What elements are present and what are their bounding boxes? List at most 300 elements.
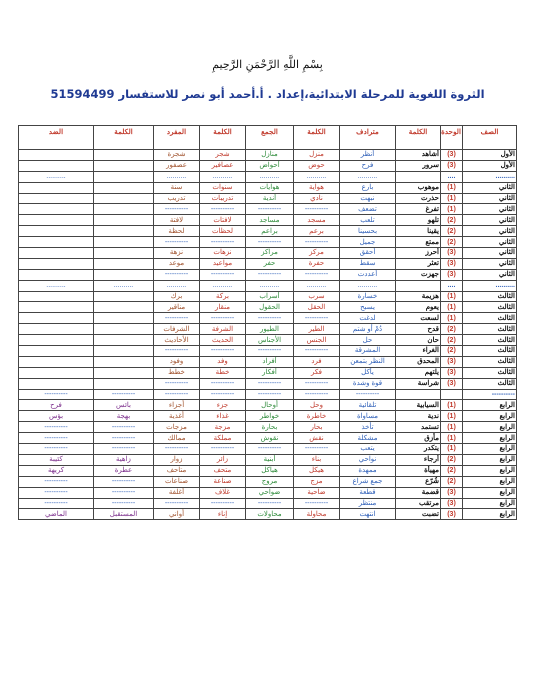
cell-opposite-word — [94, 302, 154, 313]
cell-word — [396, 171, 441, 182]
cell-synonym: تضعف — [340, 204, 396, 215]
cell-synonym: مساواة — [340, 411, 396, 422]
cell-synonym: ممهدة — [340, 465, 396, 476]
cell-word: يقينا — [396, 226, 441, 237]
cell-opposite-word: عطرة — [94, 465, 154, 476]
cell-word: أحرز — [396, 248, 441, 259]
cell-opposite-word: ---------- — [94, 498, 154, 509]
cell-grade: الأول — [463, 150, 517, 161]
cell-plural: براعم — [246, 226, 294, 237]
cell-word: تلهو — [396, 215, 441, 226]
cell-grade: الرابع — [463, 454, 517, 465]
cell-singular: الشرفات — [154, 324, 200, 335]
cell-plural: أسراب — [246, 291, 294, 302]
cell-plural: أندية — [246, 193, 294, 204]
cell-word: مأزق — [396, 433, 441, 444]
cell-plural-word: ---------- — [294, 313, 340, 324]
cell-singular-plural: سنوات — [200, 182, 246, 193]
cell-plural-word: مزج — [294, 476, 340, 487]
cell-word: جهزت — [396, 269, 441, 280]
table-row — [19, 476, 517, 487]
cell-plural: نقوش — [246, 433, 294, 444]
cell-singular: ---------- — [154, 378, 200, 389]
cell-singular: الأحاديث — [154, 335, 200, 346]
cell-singular: أجزاء — [154, 400, 200, 411]
cell-singular-plural: ---------- — [200, 378, 246, 389]
cell-grade: الثاني — [463, 226, 517, 237]
cell-singular: عصفور — [154, 160, 200, 171]
cell-word: يلتهم — [396, 367, 441, 378]
cell-singular: خطط — [154, 367, 200, 378]
cell-plural-word: الجنس — [294, 335, 340, 346]
cell-plural: ---------- — [246, 378, 294, 389]
cell-unit: (1) — [441, 302, 463, 313]
cell-plural: ---------- — [246, 346, 294, 357]
cell-unit: (3) — [441, 248, 463, 259]
cell-singular-plural: غذاء — [200, 411, 246, 422]
cell-opposite-word: ---------- — [94, 476, 154, 487]
cell-synonym: نبهت — [340, 193, 396, 204]
table-row — [19, 171, 517, 182]
cell-unit: (2) — [441, 215, 463, 226]
cell-synonym: أنظر — [340, 150, 396, 161]
cell-word: ممتع — [396, 237, 441, 248]
cell-opposite — [19, 302, 94, 313]
cell-unit: (1) — [441, 411, 463, 422]
cell-singular: ممالك — [154, 433, 200, 444]
cell-synonym: فرح — [340, 160, 396, 171]
cell-word: يعوم — [396, 302, 441, 313]
cell-word: موهوب — [396, 182, 441, 193]
header-grade: الصف — [463, 126, 517, 150]
cell-singular-plural: الحديث — [200, 335, 246, 346]
cell-plural-word: نادي — [294, 193, 340, 204]
cell-opposite — [19, 346, 94, 357]
cell-plural: ---------- — [246, 498, 294, 509]
table-body — [19, 150, 517, 520]
table-row — [19, 280, 517, 291]
cell-singular-plural: ---------- — [200, 389, 246, 400]
cell-unit: (1) — [441, 400, 463, 411]
cell-plural-word: بناء — [294, 454, 340, 465]
cell-unit: (3) — [441, 356, 463, 367]
cell-word: أرجاء — [396, 454, 441, 465]
cell-singular-plural: مزجة — [200, 422, 246, 433]
cell-unit: (1) — [441, 291, 463, 302]
cell-grade: الرابع — [463, 476, 517, 487]
cell-opposite — [19, 367, 94, 378]
cell-singular-plural: لحظات — [200, 226, 246, 237]
cell-grade: الثاني — [463, 248, 517, 259]
cell-opposite-word — [94, 346, 154, 357]
cell-opposite — [19, 313, 94, 324]
cell-synonym: جمع شراع — [340, 476, 396, 487]
cell-opposite — [19, 335, 94, 346]
cell-word: تعثر — [396, 258, 441, 269]
cell-plural-word: ---------- — [294, 498, 340, 509]
cell-plural-word: برعم — [294, 226, 340, 237]
cell-synonym: بارع — [340, 182, 396, 193]
cell-word — [396, 389, 441, 400]
cell-plural: ---------- — [246, 444, 294, 455]
cell-plural: خواطر — [246, 411, 294, 422]
cell-singular-plural: خطة — [200, 367, 246, 378]
cell-singular-plural: بركة — [200, 291, 246, 302]
cell-opposite-word — [94, 269, 154, 280]
cell-singular: نزهة — [154, 248, 200, 259]
cell-synonym: قطعة — [340, 487, 396, 498]
cell-grade: الثاني — [463, 204, 517, 215]
table-row — [19, 465, 517, 476]
cell-opposite — [19, 193, 94, 204]
table-row — [19, 487, 517, 498]
cell-word: قضمة — [396, 487, 441, 498]
table-row — [19, 193, 517, 204]
cell-plural-word: ---------- — [294, 444, 340, 455]
table-row — [19, 444, 517, 455]
cell-singular-plural: شجر — [200, 150, 246, 161]
cell-unit: (1) — [441, 193, 463, 204]
cell-opposite-word — [94, 237, 154, 248]
header-plural: الجمع — [246, 126, 294, 150]
cell-synonym: .......... — [340, 280, 396, 291]
cell-plural: الطيور — [246, 324, 294, 335]
cell-grade: .......... — [463, 171, 517, 182]
cell-grade: الثالث — [463, 367, 517, 378]
cell-singular-plural: عصافير — [200, 160, 246, 171]
cell-singular: سنة — [154, 182, 200, 193]
cell-grade: الثالث — [463, 335, 517, 346]
cell-grade: الرابع — [463, 422, 517, 433]
cell-opposite: .......... — [19, 280, 94, 291]
cell-unit: (3) — [441, 509, 463, 520]
cell-singular: ---------- — [154, 444, 200, 455]
table-row — [19, 400, 517, 411]
cell-singular-plural: ---------- — [200, 498, 246, 509]
cell-unit: (1) — [441, 204, 463, 215]
cell-plural-word: هواية — [294, 182, 340, 193]
vocabulary-table — [18, 125, 517, 520]
cell-plural: ---------- — [246, 237, 294, 248]
cell-grade: الرابع — [463, 498, 517, 509]
cell-opposite-word: ---------- — [94, 487, 154, 498]
header-word: الكلمة — [396, 126, 441, 150]
cell-word: ندية — [396, 411, 441, 422]
cell-unit: (1) — [441, 433, 463, 444]
cell-plural-word: محاولة — [294, 509, 340, 520]
cell-plural: هياكل — [246, 465, 294, 476]
cell-word: المحدق — [396, 356, 441, 367]
cell-word: تضبت — [396, 509, 441, 520]
cell-opposite-word: ---------- — [94, 422, 154, 433]
cell-opposite-word — [94, 324, 154, 335]
cell-synonym: جميل — [340, 237, 396, 248]
cell-synonym: تلقائية — [340, 400, 396, 411]
page-title: الثروة اللغوية للمرحلة الابتدائية،إعداد . أ.أحمد أبو نصر للاستفسار 51594499 — [50, 87, 485, 101]
cell-unit: (2) — [441, 454, 463, 465]
cell-opposite-word: ---------- — [94, 389, 154, 400]
table-row — [19, 302, 517, 313]
table-row — [19, 389, 517, 400]
cell-opposite — [19, 269, 94, 280]
cell-opposite — [19, 356, 94, 367]
cell-opposite-word — [94, 378, 154, 389]
cell-synonym: بحسينا — [340, 226, 396, 237]
cell-grade: الأول — [463, 160, 517, 171]
cell-singular-plural: غلاف — [200, 487, 246, 498]
cell-singular-plural: جزء — [200, 400, 246, 411]
cell-synonym: يسبح — [340, 302, 396, 313]
cell-singular: أغلفة — [154, 487, 200, 498]
cell-grade: الرابع — [463, 487, 517, 498]
cell-grade: الثاني — [463, 193, 517, 204]
cell-grade: الثاني — [463, 182, 517, 193]
cell-opposite: بؤس — [19, 411, 94, 422]
cell-unit: (3) — [441, 160, 463, 171]
cell-synonym: يتعب — [340, 444, 396, 455]
cell-plural-word: نقش — [294, 433, 340, 444]
cell-plural-word: .......... — [294, 171, 340, 182]
table-row — [19, 498, 517, 509]
cell-plural-word: ---------- — [294, 269, 340, 280]
cell-synonym: حل — [340, 335, 396, 346]
cell-word: قدح — [396, 324, 441, 335]
table-row — [19, 248, 517, 259]
cell-unit: (2) — [441, 465, 463, 476]
cell-unit: (1) — [441, 444, 463, 455]
cell-plural: هوايات — [246, 182, 294, 193]
cell-plural-word: خاطرة — [294, 411, 340, 422]
cell-word: السيابية — [396, 400, 441, 411]
cell-plural-word: فكر — [294, 367, 340, 378]
table-row — [19, 367, 517, 378]
table-row — [19, 150, 517, 161]
table-row — [19, 258, 517, 269]
cell-plural: الأجناس — [246, 335, 294, 346]
cell-opposite-word — [94, 258, 154, 269]
cell-singular-plural: الشرفة — [200, 324, 246, 335]
cell-singular: ---------- — [154, 313, 200, 324]
cell-plural: حفر — [246, 258, 294, 269]
cell-opposite-word — [94, 356, 154, 367]
cell-singular-plural: زائر — [200, 454, 246, 465]
cell-word: تفرغ — [396, 204, 441, 215]
cell-unit: (3) — [441, 258, 463, 269]
cell-singular: تدريب — [154, 193, 200, 204]
cell-opposite-word: ---------- — [94, 433, 154, 444]
cell-singular-plural: وفد — [200, 356, 246, 367]
cell-opposite: ---------- — [19, 476, 94, 487]
cell-word: مرتقب — [396, 498, 441, 509]
cell-opposite-word — [94, 204, 154, 215]
cell-grade: الثاني — [463, 258, 517, 269]
cell-singular: لافتة — [154, 215, 200, 226]
cell-synonym: مشكلة — [340, 433, 396, 444]
cell-grade: الثاني — [463, 269, 517, 280]
cell-grade: الثالث — [463, 378, 517, 389]
table-row — [19, 422, 517, 433]
cell-singular: أغذية — [154, 411, 200, 422]
cell-unit: (2) — [441, 226, 463, 237]
cell-plural: ---------- — [246, 269, 294, 280]
cell-word: هزيمة — [396, 291, 441, 302]
table-row — [19, 269, 517, 280]
cell-plural: ---------- — [246, 204, 294, 215]
cell-unit: (3) — [441, 487, 463, 498]
cell-singular-plural: ---------- — [200, 269, 246, 280]
table-row — [19, 160, 517, 171]
cell-singular-plural: متحف — [200, 465, 246, 476]
cell-singular-plural: ---------- — [200, 313, 246, 324]
cell-unit: (3) — [441, 498, 463, 509]
cell-plural-word: الطير — [294, 324, 340, 335]
cell-opposite: الماضي — [19, 509, 94, 520]
cell-opposite-word — [94, 367, 154, 378]
cell-grade: الثالث — [463, 356, 517, 367]
cell-unit: (3) — [441, 269, 463, 280]
table-row — [19, 215, 517, 226]
cell-singular-plural: ---------- — [200, 444, 246, 455]
cell-plural: أبنية — [246, 454, 294, 465]
cell-opposite-word: بائس — [94, 400, 154, 411]
cell-singular-plural: إناء — [200, 509, 246, 520]
table-row — [19, 346, 517, 357]
cell-word: سرور — [396, 160, 441, 171]
cell-opposite-word: زاهية — [94, 454, 154, 465]
cell-opposite — [19, 160, 94, 171]
cell-plural-word: ---------- — [294, 204, 340, 215]
cell-opposite-word — [94, 215, 154, 226]
cell-grade: ---------- — [463, 389, 517, 400]
cell-grade: الرابع — [463, 411, 517, 422]
cell-opposite — [19, 226, 94, 237]
header-plural-word: الكلمة — [294, 126, 340, 150]
cell-singular-plural: مواعيد — [200, 258, 246, 269]
cell-singular-plural: ---------- — [200, 204, 246, 215]
cell-singular: مزجات — [154, 422, 200, 433]
cell-synonym: لدغت — [340, 313, 396, 324]
table-row — [19, 509, 517, 520]
cell-synonym: المشرقة — [340, 346, 396, 357]
cell-word: يتكدر — [396, 444, 441, 455]
cell-opposite: ---------- — [19, 433, 94, 444]
cell-plural: محاولات — [246, 509, 294, 520]
cell-plural-word: بحار — [294, 422, 340, 433]
cell-plural-word: ---------- — [294, 237, 340, 248]
cell-singular: ---------- — [154, 389, 200, 400]
cell-opposite-word: بهجة — [94, 411, 154, 422]
cell-plural-word: .......... — [294, 280, 340, 291]
cell-singular-plural: .......... — [200, 171, 246, 182]
cell-synonym: يأكل — [340, 367, 396, 378]
cell-opposite-word: ---------- — [94, 444, 154, 455]
cell-word: تستمد — [396, 422, 441, 433]
cell-singular: أواني — [154, 509, 200, 520]
cell-plural: مراكز — [246, 248, 294, 259]
cell-singular: ---------- — [154, 269, 200, 280]
cell-opposite: كريهة — [19, 465, 94, 476]
cell-singular: شجرة — [154, 150, 200, 161]
table-row — [19, 356, 517, 367]
cell-synonym: تلعب — [340, 215, 396, 226]
table-row — [19, 324, 517, 335]
cell-opposite-word — [94, 171, 154, 182]
cell-opposite-word — [94, 160, 154, 171]
cell-grade: الرابع — [463, 444, 517, 455]
cell-singular: موعد — [154, 258, 200, 269]
cell-opposite-word — [94, 313, 154, 324]
cell-plural: أوحال — [246, 400, 294, 411]
table-row — [19, 335, 517, 346]
cell-plural: ---------- — [246, 389, 294, 400]
cell-grade: الثاني — [463, 237, 517, 248]
cell-unit: (1) — [441, 182, 463, 193]
cell-plural-word: الحقل — [294, 302, 340, 313]
cell-grade: الرابع — [463, 400, 517, 411]
cell-grade: الثالث — [463, 324, 517, 335]
cell-synonym: أحقق — [340, 248, 396, 259]
cell-opposite — [19, 215, 94, 226]
cell-opposite: كئيبة — [19, 454, 94, 465]
cell-singular: متاحف — [154, 465, 200, 476]
cell-opposite — [19, 291, 94, 302]
cell-singular: برك — [154, 291, 200, 302]
cell-word: أشاهد — [396, 150, 441, 161]
cell-synonym: انتهت — [340, 509, 396, 520]
cell-opposite-word — [94, 226, 154, 237]
cell-unit — [441, 389, 463, 400]
cell-opposite-word: .......... — [94, 280, 154, 291]
cell-opposite: ---------- — [19, 498, 94, 509]
cell-plural: منازل — [246, 150, 294, 161]
header-row — [19, 126, 517, 150]
cell-singular-plural: ---------- — [200, 346, 246, 357]
cell-singular: صناعات — [154, 476, 200, 487]
cell-singular: لحظة — [154, 226, 200, 237]
cell-singular-plural: مملكة — [200, 433, 246, 444]
cell-grade: الرابع — [463, 433, 517, 444]
cell-grade: الثاني — [463, 215, 517, 226]
cell-plural-word: ---------- — [294, 378, 340, 389]
cell-unit: (2) — [441, 476, 463, 487]
cell-opposite-word — [94, 335, 154, 346]
cell-word: حان — [396, 335, 441, 346]
cell-synonym: خسارة — [340, 291, 396, 302]
cell-plural-word: ضاحية — [294, 487, 340, 498]
cell-singular: ---------- — [154, 346, 200, 357]
cell-grade: الثالث — [463, 346, 517, 357]
cell-singular-plural: تدريبات — [200, 193, 246, 204]
cell-opposite: ---------- — [19, 487, 94, 498]
cell-plural-word: هيكل — [294, 465, 340, 476]
cell-unit: (3) — [441, 367, 463, 378]
cell-synonym: دُمْ أو شتم — [340, 324, 396, 335]
cell-plural-word: حفرة — [294, 258, 340, 269]
cell-word: لسعت — [396, 313, 441, 324]
cell-singular: ---------- — [154, 237, 200, 248]
cell-singular-plural: منقار — [200, 302, 246, 313]
cell-plural: مساجد — [246, 215, 294, 226]
header-unit: الوحدة — [441, 126, 463, 150]
cell-opposite-word — [94, 182, 154, 193]
table-row — [19, 237, 517, 248]
cell-word: شراسة — [396, 378, 441, 389]
cell-plural: أفكار — [246, 367, 294, 378]
cell-opposite — [19, 182, 94, 193]
cell-unit: .... — [441, 171, 463, 182]
cell-plural-word: فرد — [294, 356, 340, 367]
cell-singular-plural: صناعة — [200, 476, 246, 487]
